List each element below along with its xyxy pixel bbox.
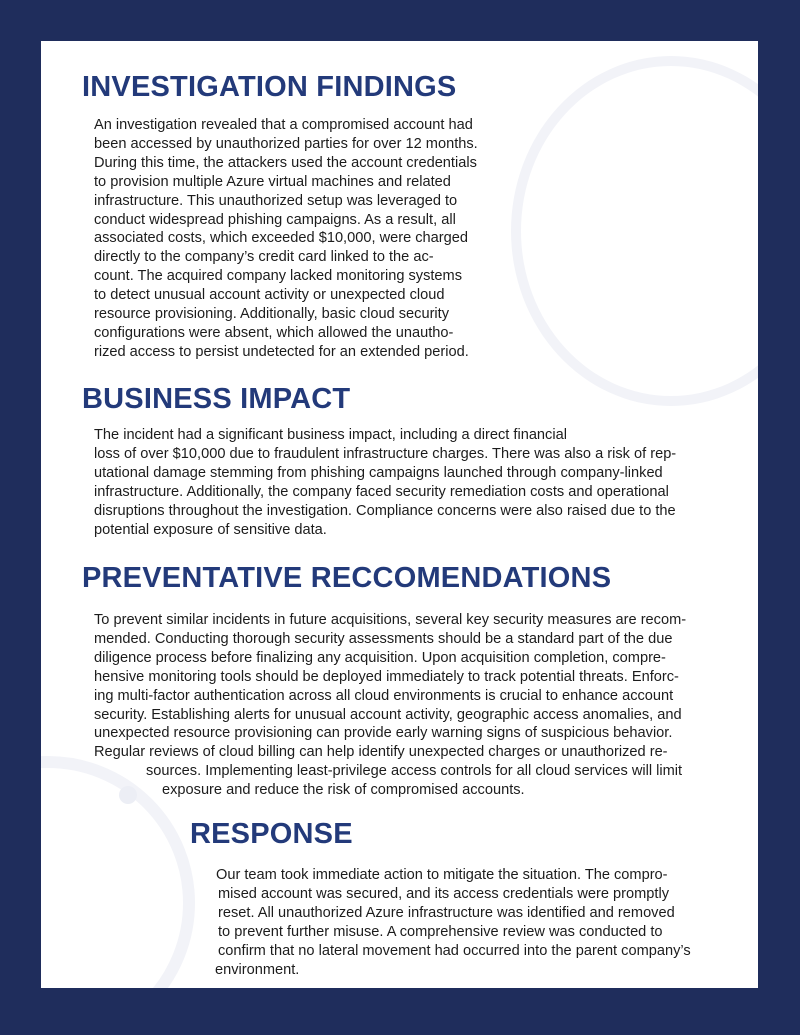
text-line: infrastructure. Additionally, the company faced security remediation costs and operational — [94, 483, 669, 500]
text-line: associated costs, which exceeded $10,000, were charged — [94, 230, 468, 247]
text-line: to prevent further misuse. A comprehensive review was conducted to — [218, 923, 663, 940]
text-line: unexpected resource provisioning can provide early warning signs of suspicious behavior. — [94, 725, 673, 742]
text-line: ing multi-factor authentication across all cloud environments is crucial to enhance account — [94, 687, 674, 704]
section-heading-preventative: PREVENTATIVE RECCOMENDATIONS — [82, 562, 612, 594]
text-line: potential exposure of sensitive data. — [94, 521, 327, 538]
decorative-ring — [511, 56, 758, 406]
text-line: mised account was secured, and its access credentials were promptly — [218, 885, 669, 902]
section-heading-response: RESPONSE — [190, 818, 353, 850]
text-line: disruptions throughout the investigation. Compliance concerns were also raised due to the — [94, 502, 676, 519]
text-line: security. Establishing alerts for unusual account activity, geographic access anomalies, and — [94, 706, 682, 723]
text-line: to provision multiple Azure virtual machines and related — [94, 173, 451, 190]
section-heading-investigation: INVESTIGATION FINDINGS — [82, 71, 457, 103]
text-line: diligence process before finalizing any acquisition. Upon acquisition completion, compre- — [94, 649, 666, 666]
text-line: sources. Implementing least-privilege access controls for all cloud services will limit — [146, 763, 683, 780]
section-body-preventative — [94, 611, 686, 800]
text-line: configurations were absent, which allowed the unautho- — [94, 324, 454, 341]
text-line: An investigation revealed that a compromised account had — [94, 117, 473, 133]
document-page — [41, 41, 758, 988]
text-line: The incident had a significant business impact, including a direct financial — [94, 427, 567, 443]
text-line: To prevent similar incidents in future acquisitions, several key security measures are recom- — [94, 612, 687, 628]
text-line: During this time, the attackers used the account credentials — [94, 154, 477, 171]
text-line: Our team took immediate action to mitigate the situation. The compro- — [216, 867, 668, 883]
text-line: directly to the company’s credit card linked to the ac- — [94, 249, 434, 266]
section-heading-business-impact: BUSINESS IMPACT — [82, 383, 351, 415]
section-body-response — [215, 866, 691, 979]
text-line: exposure and reduce the risk of compromised accounts. — [162, 782, 525, 799]
text-line: mended. Conducting thorough security assessments should be a standard part of the due — [94, 630, 673, 647]
text-line: conduct widespread phishing campaigns. As a result, all — [94, 211, 456, 228]
text-line: infrastructure. This unauthorized setup was leveraged to — [94, 192, 458, 209]
section-body-business-impact — [94, 426, 676, 539]
section-body-investigation — [94, 116, 478, 362]
text-line: been accessed by unauthorized parties for over 12 months. — [94, 135, 478, 152]
text-line: loss of over $10,000 due to fraudulent infrastructure charges. There was also a risk of rep- — [94, 445, 677, 462]
text-line: resource provisioning. Additionally, basic cloud security — [94, 306, 450, 323]
text-line: utational damage stemming from phishing campaigns launched through company-linked — [94, 464, 663, 481]
text-line: count. The acquired company lacked monitoring systems — [94, 268, 463, 285]
text-line: environment. — [215, 961, 300, 978]
text-line: rized access to persist undetected for an extended period. — [94, 343, 469, 360]
text-line: to detect unusual account activity or unexpected cloud — [94, 287, 445, 304]
text-line: confirm that no lateral movement had occurred into the parent company’s — [218, 942, 691, 959]
text-line: Regular reviews of cloud billing can help identify unexpected charges or unauthorized re- — [94, 744, 668, 761]
text-line: hensive monitoring tools should be deployed immediately to track potential threats. Enforc- — [94, 668, 679, 685]
text-line: reset. All unauthorized Azure infrastructure was identified and removed — [218, 904, 675, 921]
